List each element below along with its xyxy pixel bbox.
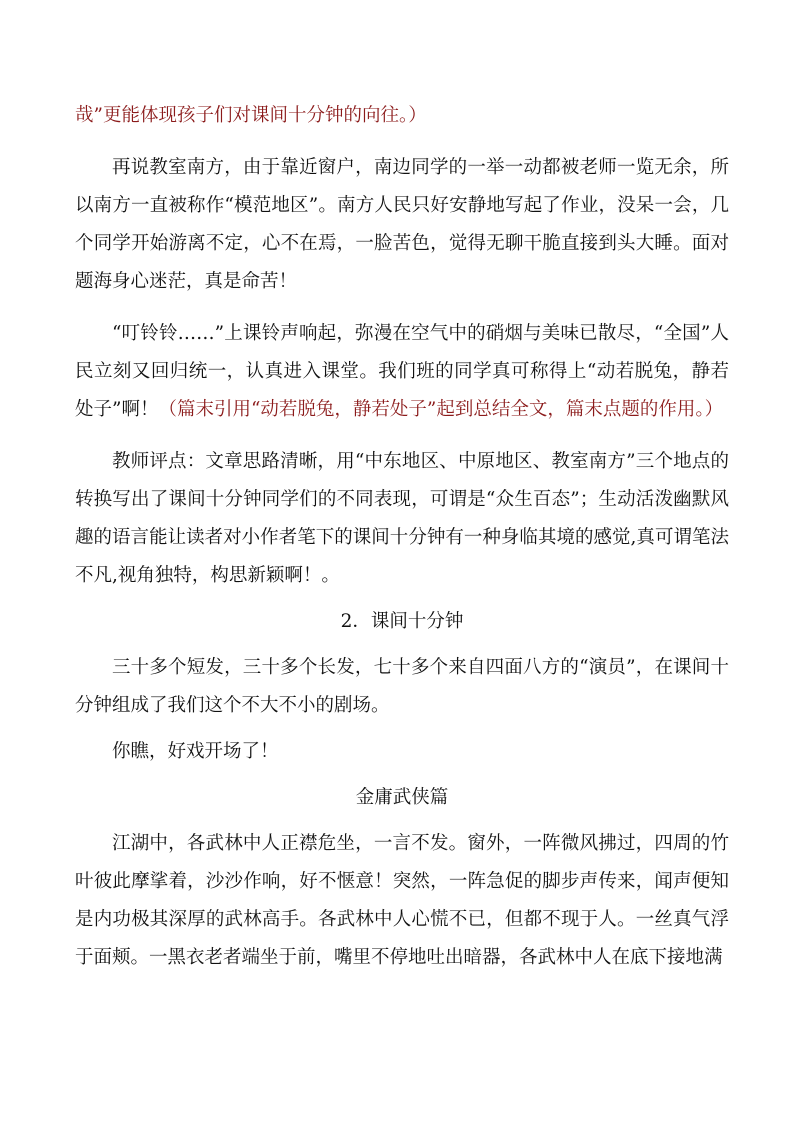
paragraph-show-begins <box>75 733 729 771</box>
document-page <box>75 97 729 985</box>
heading-text: 2．课间十分钟 <box>340 611 464 632</box>
paragraph-teacher-comment <box>75 443 729 595</box>
paragraph-text: “叮铃铃……”上课铃声响起，弥漫在空气中的硝烟与美味已散尽，“全国”人民立刻又回归统一，认真进入课堂。我们班的同学真可称得上“动若脱兔，静若处子”啊！ <box>75 323 729 420</box>
paragraph-text: 三十多个短发，三十多个长发，七十多个来自四面八方的“演员”，在课间十分钟组成了我们这个不大不小的剧场。 <box>75 657 729 716</box>
paragraph-text: 再说教室南方，由于靠近窗户，南边同学的一举一动都被老师一览无余，所以南方一直被称作“模范地区”。南方人民只好安静地写起了作业，没呆一会，几个同学开始游离不定，心不在焉，一脸苦色，觉得无聊干脆直接到头大睡。面对题海身心迷茫，真是命苦！ <box>75 157 729 292</box>
paragraph-annotation-continued <box>75 97 729 135</box>
paragraph-text: 你瞧，好戏开场了！ <box>112 741 279 762</box>
subheading-text: 金庸武侠篇 <box>355 787 449 808</box>
paragraph-bell-rings <box>75 315 729 429</box>
paragraph-text: 江湖中，各武林中人正襟危坐，一言不发。窗外，一阵微风拂过，四周的竹叶彼此摩挲着，沙沙作响，好不惬意！突然，一阵急促的脚步声传来，闻声便知是内功极其深厚的武林高手。各武林中人心慌不已，但都不现于人。一丝真气浮于面颊。一黑衣老者端坐于前，嘴里不停地吐出暗器，各武林中人在底下接地满 <box>75 833 729 968</box>
paragraph-text: 教师评点：文章思路清晰，用“中东地区、中原地区、教室南方”三个地点的转换写出了课间十分钟同学们的不同表现，可谓是“众生百态”；生动活泼幽默风趣的语言能让读者对小作者笔下的课间十分钟有一种身临其境的感觉,真可谓笔法不凡,视角独特，构思新颖啊！。 <box>75 451 729 586</box>
annotation-text: （篇末引用“动若脱兔，静若处子”起到总结全文，篇末点题的作用。） <box>158 399 724 420</box>
paragraph-actors <box>75 649 729 725</box>
annotation-text: 哉”更能体现孩子们对课间十分钟的向往。） <box>75 105 427 126</box>
essay-title <box>75 603 729 641</box>
section-subheading <box>75 779 729 817</box>
paragraph-south-region <box>75 149 729 301</box>
paragraph-wuxia <box>75 825 729 977</box>
